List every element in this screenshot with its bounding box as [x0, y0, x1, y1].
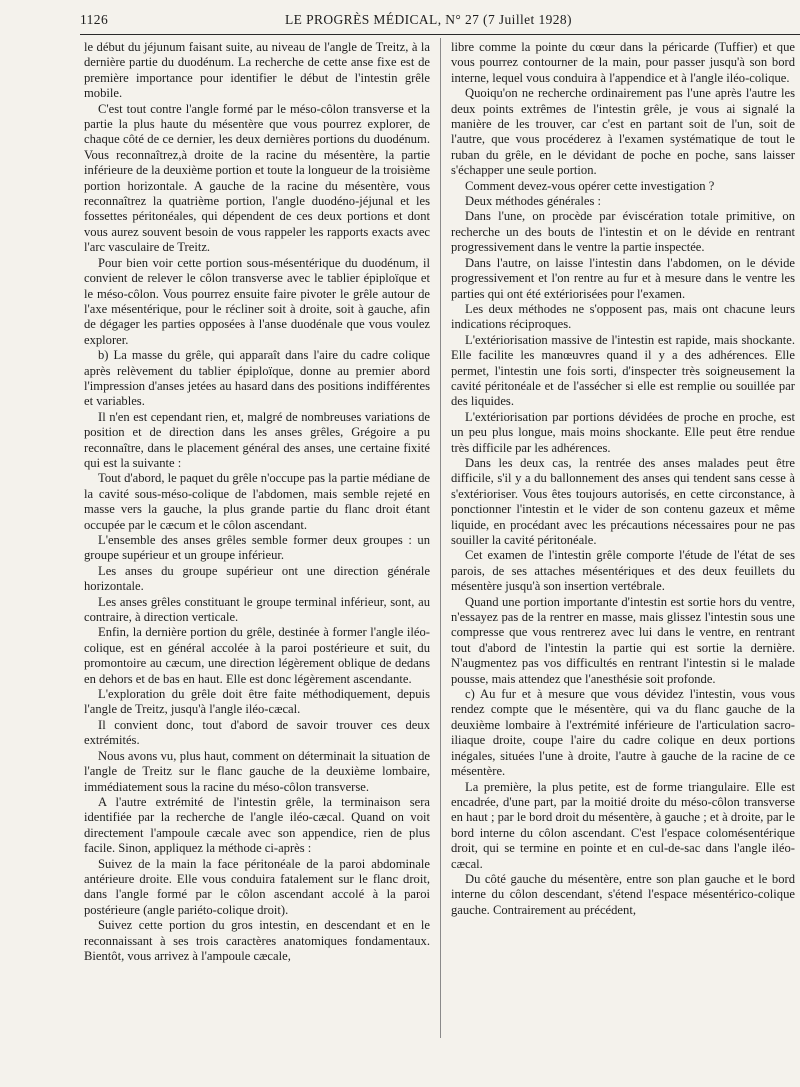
paragraph: Pour bien voir cette portion sous-mésentérique du duodénum, il convient de relever le côlon transverse avec le tablier épiploïque et le méso-côlon. Vous pourrez ensuite faire pivoter le grêle autour de l'axe mésentérique, pour le récliner soit à droite, soit à gauche, afin de dégager les parties opposées à l'anse duodénale que vous voulez explorer.	[84, 255, 430, 347]
paragraph: Les deux méthodes ne s'opposent pas, mais ont chacune leurs indications réciproques.	[451, 301, 795, 332]
paragraph: Tout d'abord, le paquet du grêle n'occupe pas la partie médiane de la cavité sous-méso-colique de l'abdomen, mais semble rejeté en masse vers la gauche, la plus grande partie du flanc droit étant occupée par le cæcum et le côlon ascendant.	[84, 471, 430, 532]
paragraph: L'exploration du grêle doit être faite méthodiquement, depuis l'angle de Treitz, jusqu'à l'angle iléo-cæcal.	[84, 687, 430, 717]
paragraph: libre comme la pointe du cœur dans la péricarde (Tuffier) et que vous pourrez contourner de la main, pour passer jusqu'à son bord interne, lequel vous conduira à l'appendice et à l'angle iléo-colique.	[451, 40, 795, 85]
paragraph: Enfin, la dernière portion du grêle, destinée à former l'angle iléo-colique, est en général accolée à la paroi postérieure et suit, du promontoire au cæcum, une direction légèrement oblique de dedans en dehors et de bas en haut. Elle est donc légèrement ascendante.	[84, 625, 430, 686]
paragraph: Les anses du groupe supérieur ont une direction générale horizontale.	[84, 563, 430, 594]
paragraph: Dans les deux cas, la rentrée des anses malades peut être difficile, s'il y a du ballonnement des anses qui tendent sans cesse à s'extérioriser. Vous êtes toujours autorisés, en cette circonstance, à ponctionner l'intestin et le vider de son contenu gazeux et même liquide, en procédant avec les précautions nécessaires pour ne pas souiller la cavité péritonéale.	[451, 455, 795, 547]
paragraph: Cet examen de l'intestin grêle comporte l'étude de l'état de ses parois, de ses attaches mésentériques et des deux feuillets du mésentère jusqu'à son insertion vertébrale.	[451, 548, 795, 594]
paragraph: L'extériorisation massive de l'intestin est rapide, mais shockante. Elle facilite les manœuvres quand il y a des adhérences. Elle permet, l'intestin une fois sorti, d'inspecter très soigneusement la cavité péritonéale et de l'assécher si elle est remplie ou souillée par des liquides.	[451, 332, 795, 409]
paragraph: Les anses grêles constituant le groupe terminal inférieur, sont, au contraire, à direction verticale.	[84, 594, 430, 625]
paragraph: Dans l'autre, on laisse l'intestin dans l'abdomen, on le dévide progressivement et l'on rentre au fur et à mesure dans le ventre les parties qui ont été extériorisées pour l'examen.	[451, 255, 795, 301]
paragraph: Dans l'une, on procède par éviscération totale primitive, on recherche un des bouts de l'intestin et on le dévide en rentrant progressivement dans le ventre la partie inspectée.	[451, 209, 795, 255]
page-number: 1126	[80, 12, 109, 27]
paragraph: Suivez de la main la face péritonéale de la paroi abdominale antérieure droite. Elle vous conduira fatalement sur le flanc droit, dans l'angle formé par le côlon ascendant accolé à la paroi postérieure (angle pariéto-colique droit).	[84, 856, 430, 917]
paragraph: c) Au fur et à mesure que vous dévidez l'intestin, vous vous rendez compte que le mésentère, qui va du flanc gauche de la deuxième lombaire à l'extrémité inférieure de l'articulation sacro-iliaque droite, coupe l'aire du cadre colique en deux portions inégales, situées l'une à droite, l'autre à gauche de la racine de ce mésentère.	[451, 687, 795, 779]
paragraph: A l'autre extrémité de l'intestin grêle, la terminaison sera identifiée par la recherche de l'angle iléo-cæcal. Quand on voit directement l'ampoule cæcale avec son appendice, rien de plus facile. Sinon, appliquez la méthode ci-après :	[84, 794, 430, 856]
paragraph: Deux méthodes générales :	[465, 194, 602, 209]
paragraph: Nous avons vu, plus haut, comment on déterminait la situation de l'angle de Treitz sur le flanc gauche de la deuxième lombaire, immédiatement sous la racine du méso-côlon transverse.	[84, 748, 430, 794]
running-title: LE PROGRÈS MÉDICAL, N° 27 (7 Juillet 1928)	[285, 12, 572, 27]
paragraph: L'extériorisation par portions dévidées de proche en proche, est un peu plus longue, mais moins shockante. Elle peut être rendue très difficile par les adhérences.	[451, 409, 795, 455]
paragraph: Suivez cette portion du gros intestin, en descendant et en le reconnaissant à ses trois caractères anatomiques fondamentaux. Bientôt, vous arrivez à l'ampoule cæcale,	[84, 918, 430, 963]
paragraph: L'ensemble des anses grêles semble former deux groupes : un groupe supérieur et un groupe inférieur.	[84, 533, 430, 563]
running-header	[80, 12, 800, 30]
paragraph: Quoiqu'on ne recherche ordinairement pas l'une après l'autre les deux points extrêmes de l'intestin grêle, je vous ai signalé la manière de les trouver, car c'est en partant soit de l'un, soit de l'autre, que vous procéderez à l'examen systématique de tout le ruban du grêle, en le dévidant de poche en poche, sans laisser s'échapper une seule portion.	[451, 86, 795, 178]
right-column	[451, 40, 795, 1080]
paragraph: Du côté gauche du mésentère, entre son plan gauche et le bord interne du côlon descendant, s'étend l'espace mésentérico-colique gauche. Contrairement au précédent,	[451, 871, 795, 917]
paragraph: La première, la plus petite, est de forme triangulaire. Elle est encadrée, d'une part, par la moitié droite du méso-côlon transverse en haut ; par le bord droit du mésentère, à gauche ; et à droite, par le bord interne du côlon ascendant. C'est l'espace colomésentérique droit, qui se termine en pointe et en cul-de-sac dans l'angle iléo-cæcal.	[451, 779, 795, 871]
column-divider	[440, 38, 441, 1038]
paragraph: C'est tout contre l'angle formé par le méso-côlon transverse et la partie la plus haute du mésentère que vous pourrez explorer, de chaque côté de ce dernier, les deux dernières portions du duodénum. Vous reconnaîtrez,à droite de la racine du mésentère, la partie inférieure de la deuxième portion et toute la longueur de la troisième portion horizontale. A gauche de la racine du mésentère, vous reconnaîtrez la quatrième portion, l'angle duodéno-jéjunal et les fossettes péritonéales, qui dépendent de ces deux portions et dont vous aurez souvent besoin de vous rappeler les rapports exacts avec l'arc vasculaire de Treitz.	[84, 101, 430, 255]
left-column	[84, 40, 430, 964]
paragraph: Comment devez-vous opérer cette investigation ?	[465, 178, 715, 193]
paragraph: Il n'en est cependant rien, et, malgré de nombreuses variations de position et de direction dans les anses grêles, Grégoire a pu reconnaître, dans le placement général des anses, une certaine fixité qui est la suivante :	[84, 409, 430, 470]
paragraph: le début du jéjunum faisant suite, au niveau de l'angle de Treitz, à la dernière partie du duodénum. La recherche de cette anse fixe est de première importance pour identifier le début de l'intestin grêle mobile.	[84, 40, 430, 101]
paragraph: Il convient donc, tout d'abord de savoir trouver ces deux extrémités.	[84, 717, 430, 748]
header-rule	[80, 34, 800, 35]
paragraph: Quand une portion importante d'intestin est sortie hors du ventre, n'essayez pas de la rentrer en masse, mais glissez l'intestin sous une compresse que vous rentrerez avec lui dans le ventre, en rentrant tout d'abord de l'intestin la partie qui est sortie la dernière. N'augmentez pas vos difficultés en rentrant l'intestin si le malade pousse, mais attendez que l'anesthésie soit profonde.	[451, 594, 795, 686]
paragraph: b) La masse du grêle, qui apparaît dans l'aire du cadre colique après relèvement du tablier épiploïque, donne au premier abord l'impression d'anses jetées au hasard dans des positions indifférentes et variables.	[84, 348, 430, 409]
